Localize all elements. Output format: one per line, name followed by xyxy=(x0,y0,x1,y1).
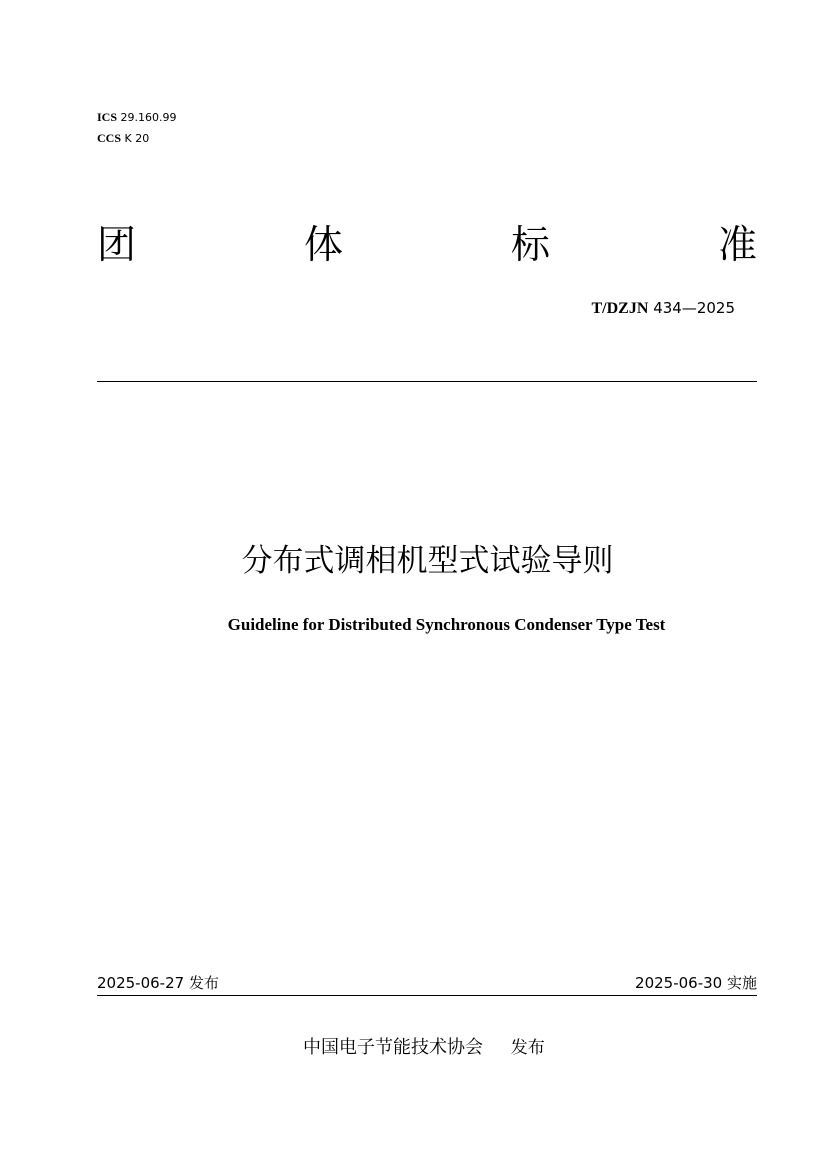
publisher-line xyxy=(303,1036,545,1060)
publish-date: 2025-06-27 发布 xyxy=(97,974,219,992)
standard-number xyxy=(592,298,736,319)
heading-char-4: 准 xyxy=(717,223,757,268)
ccs-label: CCS xyxy=(97,131,122,145)
standard-number-prefix: T/DZJN xyxy=(591,300,649,317)
publisher-suffix: 发布 xyxy=(510,1038,545,1058)
bottom-divider xyxy=(97,995,757,996)
heading-char-2: 体 xyxy=(303,223,343,268)
standard-number-suffix: 434—2025 xyxy=(653,299,735,317)
document-title-cn: 分布式调相机型式试验导则 xyxy=(241,543,614,579)
ccs-code-line xyxy=(97,131,149,146)
heading-char-1: 团 xyxy=(97,223,137,268)
ics-code-line xyxy=(97,110,177,125)
implement-date: 2025-06-30 实施 xyxy=(635,974,757,992)
heading-char-3: 标 xyxy=(510,223,550,268)
ics-value: 29.160.99 xyxy=(120,111,177,124)
top-divider xyxy=(97,381,757,382)
ics-label: ICS xyxy=(97,110,118,124)
publisher-name: 中国电子节能技术协会 xyxy=(303,1037,483,1058)
document-title-en: Guideline for Distributed Synchronous Condenser Type Test xyxy=(227,615,666,634)
group-standard-heading xyxy=(97,222,757,270)
ccs-value: K 20 xyxy=(124,132,150,145)
